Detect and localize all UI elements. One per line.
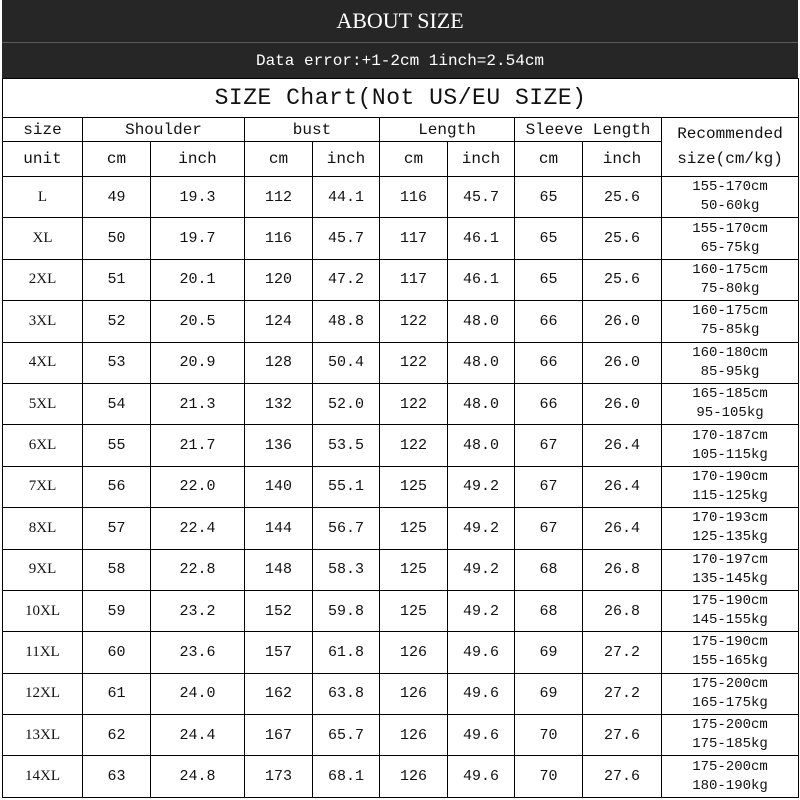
length-cm-cell: 126: [380, 715, 448, 756]
size-cell: 2XL: [3, 259, 83, 300]
recommended-height: 155-170cm: [692, 179, 768, 196]
sleeve-cm-header: cm: [515, 142, 583, 177]
bust-inch-cell: 52.0: [313, 383, 380, 424]
length-inch-cell: 49.6: [448, 673, 515, 714]
shoulder-inch-cell: 19.7: [151, 218, 245, 259]
table-row: [3, 673, 799, 714]
bust-cm-header: cm: [245, 142, 313, 177]
shoulder-inch-cell: 20.5: [151, 301, 245, 342]
sleeve-inch-cell: 26.4: [583, 425, 662, 466]
sleeve-inch-header: inch: [583, 142, 662, 177]
shoulder-inch-cell: 23.2: [151, 590, 245, 631]
recommended-weight: 155-165kg: [692, 653, 768, 670]
bust-cm-cell: 112: [245, 177, 313, 218]
size-column-header: size: [3, 118, 83, 142]
length-header: Length: [380, 118, 515, 142]
sleeve-cm-cell: 65: [515, 218, 583, 259]
sleeve-cm-cell: 65: [515, 177, 583, 218]
sleeve-inch-cell: 26.0: [583, 342, 662, 383]
table-row: [3, 715, 799, 756]
length-cm-cell: 126: [380, 632, 448, 673]
recommended-size-cell: [662, 177, 799, 218]
sleeve-inch-cell: 25.6: [583, 259, 662, 300]
table-row: [3, 259, 799, 300]
bust-cm-cell: 152: [245, 590, 313, 631]
length-cm-cell: 126: [380, 673, 448, 714]
table-row: [3, 383, 799, 424]
recommended-size-cell: [662, 466, 799, 507]
bust-inch-cell: 50.4: [313, 342, 380, 383]
bust-inch-cell: 53.5: [313, 425, 380, 466]
bust-cm-cell: 120: [245, 259, 313, 300]
length-inch-cell: 48.0: [448, 383, 515, 424]
recommended-size-cell: [662, 383, 799, 424]
recommended-height: 170-190cm: [692, 468, 768, 485]
length-inch-cell: 49.2: [448, 466, 515, 507]
length-inch-cell: 49.2: [448, 508, 515, 549]
recommended-size-cell: [662, 549, 799, 590]
recommended-height: 170-193cm: [692, 510, 768, 527]
recommended-size-cell: [662, 301, 799, 342]
shoulder-inch-cell: 20.9: [151, 342, 245, 383]
shoulder-cm-cell: 62: [83, 715, 151, 756]
table-row: [3, 301, 799, 342]
recommended-weight: 50-60kg: [700, 198, 760, 215]
recommended-height: 175-190cm: [692, 634, 768, 651]
table-row: [3, 549, 799, 590]
length-cm-cell: 122: [380, 301, 448, 342]
length-inch-header: inch: [448, 142, 515, 177]
recommended-height: 160-180cm: [692, 344, 768, 361]
sleeve-inch-cell: 26.8: [583, 590, 662, 631]
table-row: [3, 590, 799, 631]
recommended-size-cell: [662, 259, 799, 300]
sleeve-cm-cell: 70: [515, 715, 583, 756]
bust-cm-cell: 128: [245, 342, 313, 383]
bust-inch-header: inch: [313, 142, 380, 177]
sleeve-cm-cell: 69: [515, 632, 583, 673]
bust-inch-cell: 44.1: [313, 177, 380, 218]
shoulder-inch-header: inch: [151, 142, 245, 177]
sleeve-cm-cell: 67: [515, 508, 583, 549]
sleeve-cm-cell: 66: [515, 383, 583, 424]
bust-cm-cell: 167: [245, 715, 313, 756]
shoulder-cm-cell: 60: [83, 632, 151, 673]
table-row: [3, 425, 799, 466]
recommended-size-cell: [662, 590, 799, 631]
sleeve-inch-cell: 26.0: [583, 301, 662, 342]
length-inch-cell: 48.0: [448, 425, 515, 466]
bust-cm-cell: 132: [245, 383, 313, 424]
bust-inch-cell: 58.3: [313, 549, 380, 590]
shoulder-cm-cell: 51: [83, 259, 151, 300]
recommended-weight: 95-105kg: [696, 405, 764, 422]
recommended-height: 165-185cm: [692, 386, 768, 403]
size-cell: 6XL: [3, 425, 83, 466]
sleeve-cm-cell: 68: [515, 549, 583, 590]
bust-cm-cell: 173: [245, 756, 313, 797]
size-chart-table: [2, 78, 799, 798]
length-cm-cell: 122: [380, 383, 448, 424]
size-cell: 11XL: [3, 632, 83, 673]
recommended-height: 155-170cm: [692, 220, 768, 237]
unit-column-header: unit: [3, 142, 83, 177]
shoulder-inch-cell: 22.4: [151, 508, 245, 549]
length-inch-cell: 49.6: [448, 756, 515, 797]
recommended-size-cell: [662, 715, 799, 756]
length-inch-cell: 48.0: [448, 342, 515, 383]
sleeve-cm-cell: 70: [515, 756, 583, 797]
recommended-height: 175-200cm: [692, 717, 768, 734]
bust-inch-cell: 48.8: [313, 301, 380, 342]
table-row: [3, 508, 799, 549]
about-size-header: ABOUT SIZE: [2, 0, 798, 42]
length-inch-cell: 45.7: [448, 177, 515, 218]
sleeve-cm-cell: 69: [515, 673, 583, 714]
size-cell: 3XL: [3, 301, 83, 342]
recommended-height: 160-175cm: [692, 303, 768, 320]
length-inch-cell: 46.1: [448, 218, 515, 259]
shoulder-cm-cell: 49: [83, 177, 151, 218]
bust-inch-cell: 59.8: [313, 590, 380, 631]
sleeve-inch-cell: 27.6: [583, 756, 662, 797]
recommended-weight: 135-145kg: [692, 570, 768, 587]
length-cm-cell: 117: [380, 259, 448, 300]
recommended-weight: 85-95kg: [700, 363, 760, 380]
recommended-weight: 65-75kg: [700, 239, 760, 256]
length-inch-cell: 49.6: [448, 715, 515, 756]
sleeve-cm-cell: 68: [515, 590, 583, 631]
table-row: [3, 218, 799, 259]
length-cm-cell: 122: [380, 342, 448, 383]
bust-cm-cell: 148: [245, 549, 313, 590]
length-cm-header: cm: [380, 142, 448, 177]
bust-cm-cell: 162: [245, 673, 313, 714]
recommended-size-cell: [662, 756, 799, 797]
bust-inch-cell: 65.7: [313, 715, 380, 756]
bust-inch-cell: 63.8: [313, 673, 380, 714]
size-cell: 9XL: [3, 549, 83, 590]
recommended-height: 170-187cm: [692, 427, 768, 444]
sleeve-cm-cell: 65: [515, 259, 583, 300]
recommended-height: 175-190cm: [692, 593, 768, 610]
table-row: [3, 466, 799, 507]
shoulder-inch-cell: 19.3: [151, 177, 245, 218]
size-cell: 5XL: [3, 383, 83, 424]
bust-inch-cell: 68.1: [313, 756, 380, 797]
table-row: [3, 342, 799, 383]
length-cm-cell: 125: [380, 508, 448, 549]
length-inch-cell: 49.6: [448, 632, 515, 673]
recommended-weight: 75-85kg: [700, 322, 760, 339]
shoulder-inch-cell: 24.0: [151, 673, 245, 714]
recommended-label: Recommended: [677, 125, 783, 143]
sleeve-inch-cell: 25.6: [583, 218, 662, 259]
shoulder-cm-cell: 56: [83, 466, 151, 507]
bust-inch-cell: 45.7: [313, 218, 380, 259]
sleeve-inch-cell: 26.0: [583, 383, 662, 424]
size-cell: 4XL: [3, 342, 83, 383]
bust-cm-cell: 140: [245, 466, 313, 507]
shoulder-inch-cell: 21.3: [151, 383, 245, 424]
recommended-weight: 105-115kg: [692, 446, 768, 463]
bust-inch-cell: 55.1: [313, 466, 380, 507]
recommended-weight: 115-125kg: [692, 487, 768, 504]
bust-inch-cell: 47.2: [313, 259, 380, 300]
length-cm-cell: 125: [380, 466, 448, 507]
sleeve-inch-cell: 26.4: [583, 466, 662, 507]
shoulder-inch-cell: 22.8: [151, 549, 245, 590]
table-row: [3, 177, 799, 218]
length-cm-cell: 122: [380, 425, 448, 466]
recommended-size-header: [662, 118, 799, 177]
recommended-height: 175-200cm: [692, 758, 768, 775]
recommended-weight: 180-190kg: [692, 777, 768, 794]
size-cell: 7XL: [3, 466, 83, 507]
shoulder-cm-cell: 61: [83, 673, 151, 714]
length-inch-cell: 46.1: [448, 259, 515, 300]
recommended-height: 175-200cm: [692, 675, 768, 692]
sleeve-cm-cell: 66: [515, 301, 583, 342]
shoulder-cm-cell: 52: [83, 301, 151, 342]
recommended-weight: 145-155kg: [692, 612, 768, 629]
size-cell: 12XL: [3, 673, 83, 714]
recommended-weight: 165-175kg: [692, 694, 768, 711]
chart-title: SIZE Chart(Not US/EU SIZE): [3, 79, 799, 118]
shoulder-cm-cell: 50: [83, 218, 151, 259]
shoulder-header: Shoulder: [83, 118, 245, 142]
shoulder-inch-cell: 21.7: [151, 425, 245, 466]
recommended-size-cell: [662, 218, 799, 259]
recommended-height: 170-197cm: [692, 551, 768, 568]
recommended-size-cell: [662, 508, 799, 549]
shoulder-cm-cell: 53: [83, 342, 151, 383]
length-inch-cell: 49.2: [448, 590, 515, 631]
shoulder-cm-cell: 55: [83, 425, 151, 466]
size-cell: XL: [3, 218, 83, 259]
bust-inch-cell: 56.7: [313, 508, 380, 549]
length-cm-cell: 117: [380, 218, 448, 259]
sleeve-length-header: Sleeve Length: [515, 118, 662, 142]
size-cell: 10XL: [3, 590, 83, 631]
recommended-height: 160-175cm: [692, 261, 768, 278]
shoulder-cm-cell: 54: [83, 383, 151, 424]
sleeve-inch-cell: 27.6: [583, 715, 662, 756]
shoulder-cm-cell: 57: [83, 508, 151, 549]
bust-header: bust: [245, 118, 380, 142]
sleeve-inch-cell: 25.6: [583, 177, 662, 218]
sleeve-inch-cell: 27.2: [583, 632, 662, 673]
length-cm-cell: 116: [380, 177, 448, 218]
length-cm-cell: 125: [380, 549, 448, 590]
bust-cm-cell: 157: [245, 632, 313, 673]
recommended-size-cell: [662, 632, 799, 673]
sleeve-cm-cell: 67: [515, 466, 583, 507]
recommended-size-cell: [662, 342, 799, 383]
length-cm-cell: 125: [380, 590, 448, 631]
bust-cm-cell: 124: [245, 301, 313, 342]
size-cell: 8XL: [3, 508, 83, 549]
recommended-size-cell: [662, 425, 799, 466]
size-cell: L: [3, 177, 83, 218]
recommended-weight: 125-135kg: [692, 529, 768, 546]
data-error-note: Data error:+1-2cm 1inch=2.54cm: [2, 42, 798, 79]
length-cm-cell: 126: [380, 756, 448, 797]
bust-inch-cell: 61.8: [313, 632, 380, 673]
shoulder-inch-cell: 24.4: [151, 715, 245, 756]
sleeve-inch-cell: 26.4: [583, 508, 662, 549]
recommended-weight: 75-80kg: [700, 280, 760, 297]
sleeve-inch-cell: 26.8: [583, 549, 662, 590]
recommended-unit-label: size(cm/kg): [677, 150, 783, 168]
sleeve-inch-cell: 27.2: [583, 673, 662, 714]
length-inch-cell: 49.2: [448, 549, 515, 590]
shoulder-cm-header: cm: [83, 142, 151, 177]
size-cell: 13XL: [3, 715, 83, 756]
sleeve-cm-cell: 66: [515, 342, 583, 383]
table-row: [3, 756, 799, 797]
recommended-weight: 175-185kg: [692, 736, 768, 753]
bust-cm-cell: 116: [245, 218, 313, 259]
size-cell: 14XL: [3, 756, 83, 797]
length-inch-cell: 48.0: [448, 301, 515, 342]
bust-cm-cell: 136: [245, 425, 313, 466]
recommended-size-cell: [662, 673, 799, 714]
shoulder-inch-cell: 22.0: [151, 466, 245, 507]
shoulder-cm-cell: 63: [83, 756, 151, 797]
table-row: [3, 632, 799, 673]
sleeve-cm-cell: 67: [515, 425, 583, 466]
shoulder-cm-cell: 58: [83, 549, 151, 590]
shoulder-inch-cell: 24.8: [151, 756, 245, 797]
shoulder-inch-cell: 20.1: [151, 259, 245, 300]
shoulder-inch-cell: 23.6: [151, 632, 245, 673]
shoulder-cm-cell: 59: [83, 590, 151, 631]
bust-cm-cell: 144: [245, 508, 313, 549]
